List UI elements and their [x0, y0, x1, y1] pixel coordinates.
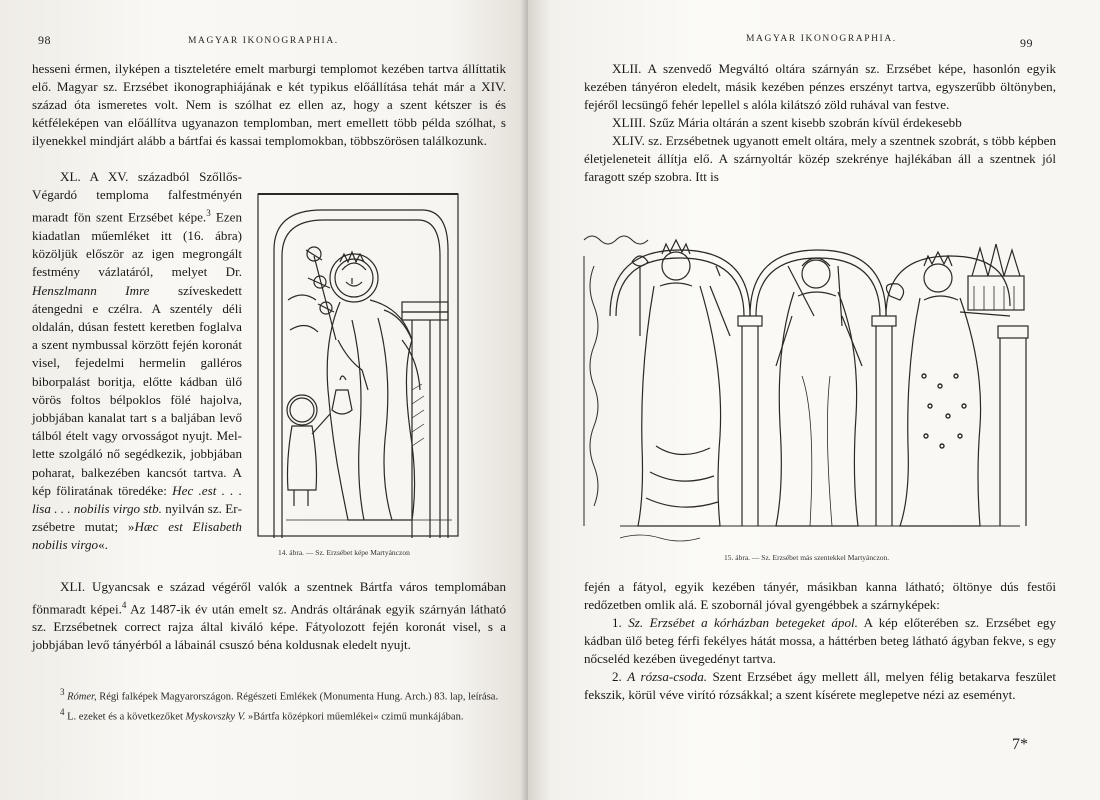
paragraph: [32, 578, 506, 654]
footnote-ref: 3: [206, 208, 211, 219]
paragraph-text: hesseni érmen, ilyképen a tiszteletére emelt marburgi templomot kezében tartva állíttatik elő. Magyar sz. Erzsébet ikonographiájának e két typikus előállítása tehát már a XIV. század óta ismeretes volt. Nem is szólhat ez ellen az, hogy a szent kétszer is és kétféleképen van előállítva ugyanazon templomban, mert emellett több példa szólhat, s ilyenekkel mindjárt alább a bártfai és kassai templomokban, többszörösen találkozunk.: [32, 61, 506, 148]
page-number: 98: [38, 33, 51, 47]
figure-caption: 14. ábra. — Sz. Erzsébet képe Martyánczon: [278, 548, 410, 557]
footnotes: [32, 685, 506, 724]
person-name: Henszlmann Imre: [32, 282, 150, 298]
paragraph-wrapped: [32, 168, 242, 555]
list-text: A kép előterében sz. Erzsébet egy kádban ülő beteg férfi fekélyes hátát mossa, a háttérben beteg látható ágyban fekve, s egy nőcseléd kezében üvegedényt tartva.: [584, 615, 1056, 666]
list-title: A rózsa-csoda.: [627, 669, 708, 684]
right-page: [528, 0, 1100, 800]
page-number: 99: [1020, 36, 1033, 50]
list-title: Sz. Erzsébet a kórházban betegeket ápol.: [628, 615, 858, 630]
paragraph-text: «.: [98, 537, 108, 553]
paragraph-text: Az 1487-ik év után emelt sz. András oltárának egyik szárnyán látható sz. Erzsébetnek correct rajza által kiváló képe. Fátyolozott fején koronát visel, s a jobbjában levő tányérból a lábainál csuszó béna koldusnak eledelt nyujt.: [32, 601, 506, 653]
footnote-mark: 3: [60, 687, 65, 697]
paragraph-text: fején a fátyol, egyik kezében tányér, másikban kanna látható; öltönye dús festői redőzetben omlik alá. E szobornál jóval gyengébbek a szárnyképek:: [584, 579, 1056, 612]
footnote-text: Régi falképek Magyarországon. Régészeti Emlékek (Monumenta Hung. Arch.) 83. lap, leírása.: [96, 691, 499, 703]
footnote-ref: 4: [121, 600, 127, 610]
paragraph-text: XLI. Ugyancsak e század végéről valók a szentnek Bártfa város templomában fönmaradt képei.: [32, 579, 506, 617]
running-head: MAGYAR IKONOGRAPHIA.: [746, 34, 897, 44]
footnote-author: Myskovszky V.: [185, 711, 246, 722]
paragraph-block: [584, 60, 1056, 186]
footnote-mark: 4: [60, 706, 65, 717]
list-item: [584, 668, 1056, 704]
inscription: Hec .est . . . lisa . . . nobilis virgo stb.: [32, 482, 243, 517]
signature-mark: 7*: [1012, 736, 1028, 753]
footnote-text: »Bártfa középkori műemlékei« czimű munkájában.: [245, 711, 464, 722]
running-head: MAGYAR IKONOGRAPHIA.: [188, 36, 339, 46]
list-item: [584, 614, 1056, 668]
footnote-text: L. ezeket és a következőket: [67, 711, 186, 722]
figure-illustration: [580, 226, 1040, 548]
paragraph-text: Ezen kiadatlan műemléket itt (16. ábra) közöljük először az igen megrongált festmény vázlatáról, melyet Dr.: [32, 209, 242, 280]
paragraph-text: szíveskedett átengedni e czélra. A szentély déli oldalán, dúsan festett keretben foglalva a szent nymbussal körzött fején koronát visel, fejedelmi hermelin galléros biborpalást boritja, előtte kádban ülő vörös foltos bélpoklos fölé hajolva, jobbjában kanalat tart s a baljában levő tálból ételt vagy orvosságot nyujt. Mellette szolgáló nő segédkezik, jobbjában poharat, balkezében kancsót tartva. A kép föliratának töredéke:: [32, 282, 242, 498]
figure-caption: 15. ábra. — Sz. Erzsébet más szentekkel Martyánczon.: [724, 553, 890, 562]
list-text: Szent Erzsébet ágy mellett áll, melyen félig betakarva feszület fekszik, körül véve virító rózsákkal; a szent kísérete meglepetve nézi az eseményt.: [584, 669, 1056, 702]
inscription: Hæc est Elisabeth nobilis virgo: [32, 519, 242, 553]
paragraph: [32, 60, 506, 150]
footnote-author: Rómer,: [67, 691, 97, 703]
paragraph-text: XLIII. Szűz Mária oltárán a szent kisebb szobrán kívül érdekesebb: [612, 115, 962, 130]
list-number: 2.: [612, 669, 622, 684]
figure-illustration: [252, 190, 464, 542]
paragraph-text: XL. A XV. századból Szőllős-Végardó temploma falfestményén maradt fön szent Erzsébet képe.: [32, 169, 242, 225]
left-page: [0, 0, 528, 800]
paragraph-text: nyilván sz. Erzsébetre mutat; »: [32, 501, 242, 535]
paragraph-text: XLIV. sz. Erzsébetnek ugyanott emelt oltára, mely a szentnek szobrát, s több képben életjeleneteit állítja elő. A szárnyoltár közép szekrénye hajlékában áll a szentnek jól faragott szép szobra. Itt is: [584, 133, 1056, 184]
paragraph-block: [584, 578, 1056, 704]
list-number: 1.: [612, 615, 622, 630]
paragraph-text: XLII. A szenvedő Megváltó oltára szárnyán sz. Erzsébet képe, hasonlón egyik kezében tányéron eledelt, másik kezében pénzes erszényt tartva, egyszerűbb öltönyben, fejéről lecsüngő fehér lepellel s alóla kilátszó zöld ruhával van festve.: [584, 61, 1056, 112]
